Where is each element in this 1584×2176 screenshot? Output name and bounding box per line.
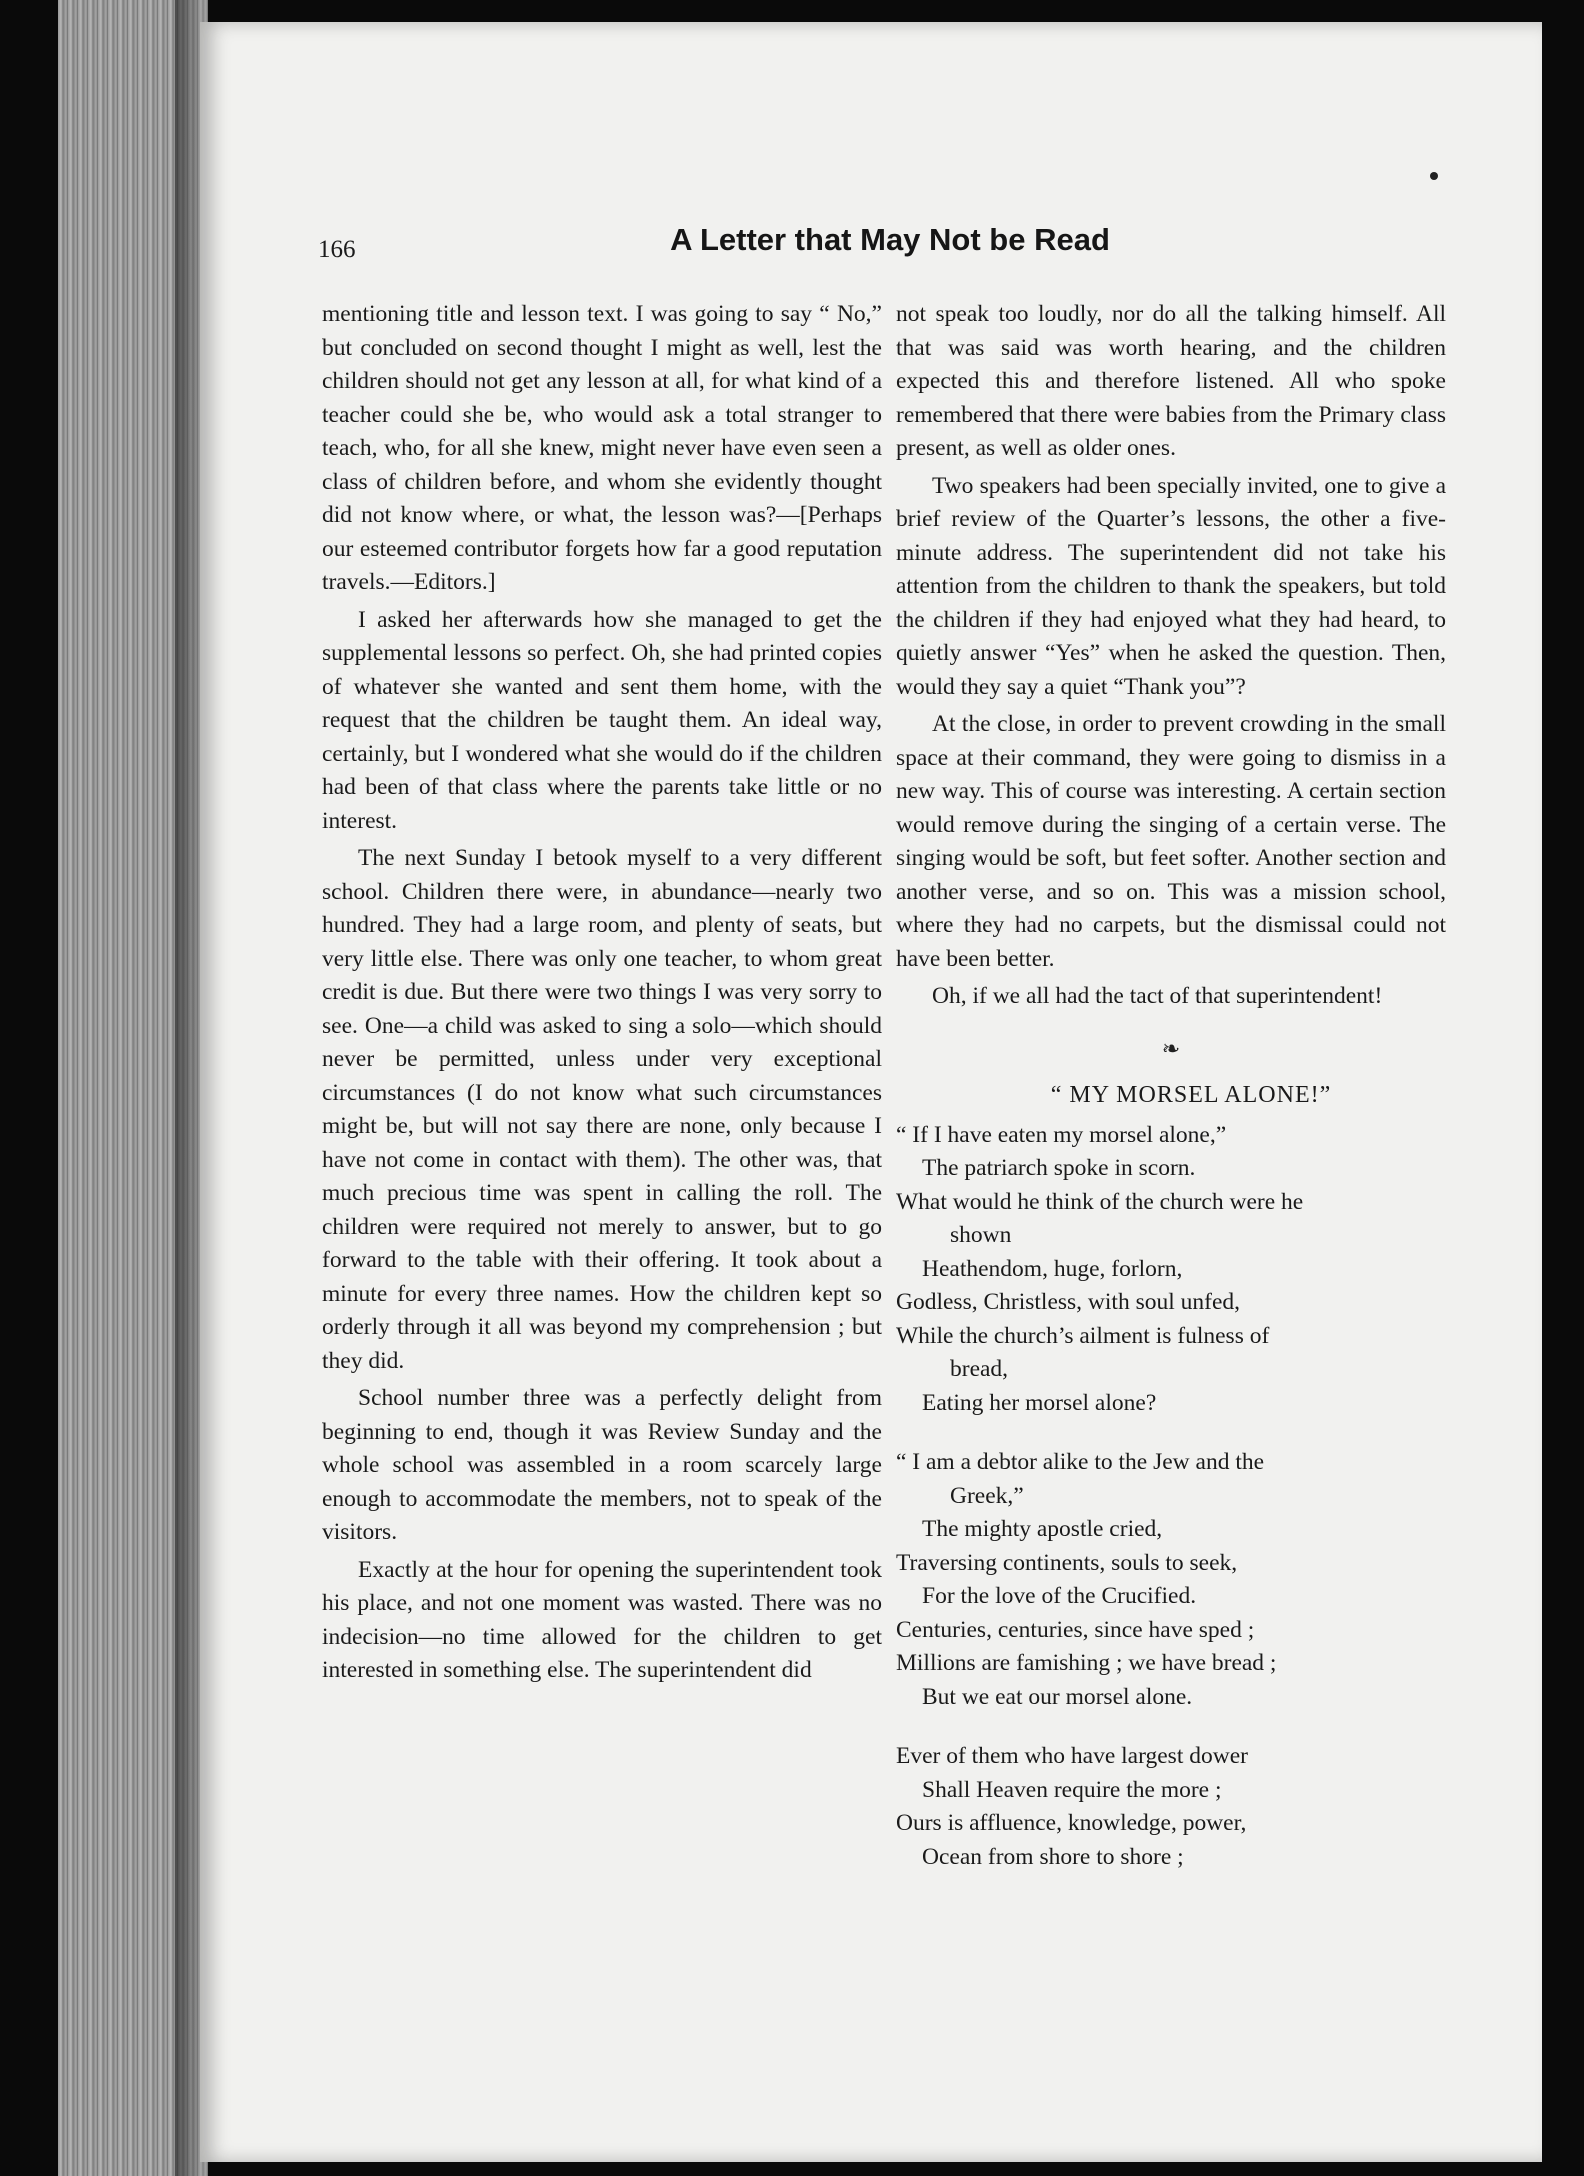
poem-stanza <box>896 1446 1446 1714</box>
paragraph: not speak too loudly, nor do all the talking himself. All that was said was worth hearing, and the children expected this and therefore listened. All who spoke remembered that there were babies from the Primary class present, as well as older ones. <box>896 301 1446 461</box>
poem-line: What would he think of the church were he <box>896 1188 1304 1215</box>
poem-line: The patriarch spoke in scorn. <box>922 1155 1196 1181</box>
paragraph: Oh, if we all had the tact of that superintendent! <box>932 983 1383 1009</box>
paragraph: Exactly at the hour for opening the superintendent took his place, and not one moment was wasted. There was no indecision—no time allowed for the children to get interested in something else. The superintendent did <box>322 1556 882 1683</box>
poem-line: shown <box>950 1222 1012 1248</box>
poem-line: Eating her morsel alone? <box>922 1389 1157 1416</box>
poem-line: But we eat our morsel alone. <box>922 1683 1193 1710</box>
poem-line: Heathendom, huge, forlorn, <box>922 1255 1183 1282</box>
poem-line: The mighty apostle cried, <box>922 1516 1163 1542</box>
poem-line: Ours is affluence, knowledge, power, <box>896 1810 1247 1836</box>
page-number: 166 <box>318 236 356 263</box>
poem-line: For the love of the Crucified. <box>922 1583 1197 1609</box>
poem-stanza <box>896 1119 1446 1421</box>
paragraph: I asked her afterwards how she managed to get the supplemental lessons so perfect. Oh, she had printed copies of whatever she wanted and sent them home, with the request that the children be taught them. An ideal way, certainly, but I wondered what she would do if the children had been of that class where the parents take little or no interest. <box>322 606 882 834</box>
poem-line: Millions are famishing ; we have bread ; <box>896 1650 1277 1676</box>
poem-line: Centuries, centuries, since have sped ; <box>896 1616 1255 1643</box>
poem-line: Greek,” <box>950 1482 1024 1509</box>
poem-line: Ever of them who have largest dower <box>896 1743 1248 1769</box>
paragraph: School number three was a perfectly delight from beginning to end, though it was Review Sunday and the whole school was assembled in a room scarcely large enough to accommodate the members, not to speak of the visitors. <box>322 1385 882 1545</box>
left-column <box>322 298 882 1688</box>
poem-line: Traversing continents, souls to seek, <box>896 1549 1238 1576</box>
poem-title: “ MY MORSEL ALONE!” <box>1050 1082 1332 1108</box>
poem-line: Ocean from shore to shore ; <box>922 1843 1184 1870</box>
fleuron-ornament: ❧ <box>1161 1035 1181 1061</box>
poem-stanza <box>896 1740 1446 1874</box>
poem-line: Shall Heaven require the more ; <box>922 1776 1222 1803</box>
paragraph: At the close, in order to prevent crowding in the small space at their command, they were going to dismiss in a new way. This of course was interesting. A certain section would remove during the singing of a certain verse. The singing would be soft, but feet softer. Another section and another verse, and so on. This was a mission school, where they had no carpets, but the dismissal could not have been better. <box>896 711 1446 972</box>
right-column <box>896 298 1446 1900</box>
paragraph: mentioning title and lesson text. I was going to say “ No,” but concluded on second thought I might as well, lest the children should not get any lesson at all, for what kind of a teacher could she be, who would ask a total stranger to teach, who, for all she knew, might never have even seen a class of children before, and whom she evidently thought did not know where, or what, the lesson was?—[Perhaps our esteemed contributor forgets how far a good reputation travels.—Editors.] <box>322 301 882 595</box>
ink-speck <box>1430 172 1438 180</box>
poem-line: “ I am a debtor alike to the Jew and the <box>896 1449 1265 1475</box>
paragraph: The next Sunday I betook myself to a very different school. Children there were, in abundance—nearly two hundred. They had a large room, and plenty of seats, but very little else. There was only one teacher, to whom great credit is due. But there were two things I was very sorry to see. One—a child was asked to sing a solo—which should never be permitted, unless under very exceptional circumstances (I do not know what such circumstances might be, but will not say there are none, only because I have not come in contact with them). The other was, that much precious time was spent in calling the roll. The children were required not merely to answer, but to go forward to the table with their offering. It took about a minute for every three names. How the children kept so orderly through it all was beyond my comprehension ; but they did. <box>322 845 882 1374</box>
poem-line: Godless, Christless, with soul unfed, <box>896 1289 1241 1315</box>
paragraph: Two speakers had been specially invited, one to give a brief review of the Quarter’s lessons, the other a five-minute address. The superintendent did not take his attention from the children to thank the speakers, but told the children if they had enjoyed what they had heard, to quietly answer “Yes” when he asked the question. Then, would they say a quiet “Thank you”? <box>896 472 1446 700</box>
poem-line: bread, <box>950 1356 1009 1382</box>
running-title: A Letter that May Not be Read <box>670 222 1110 257</box>
poem-line: While the church’s ailment is fulness of <box>896 1322 1270 1349</box>
poem-line: “ If I have eaten my morsel alone,” <box>896 1121 1227 1148</box>
